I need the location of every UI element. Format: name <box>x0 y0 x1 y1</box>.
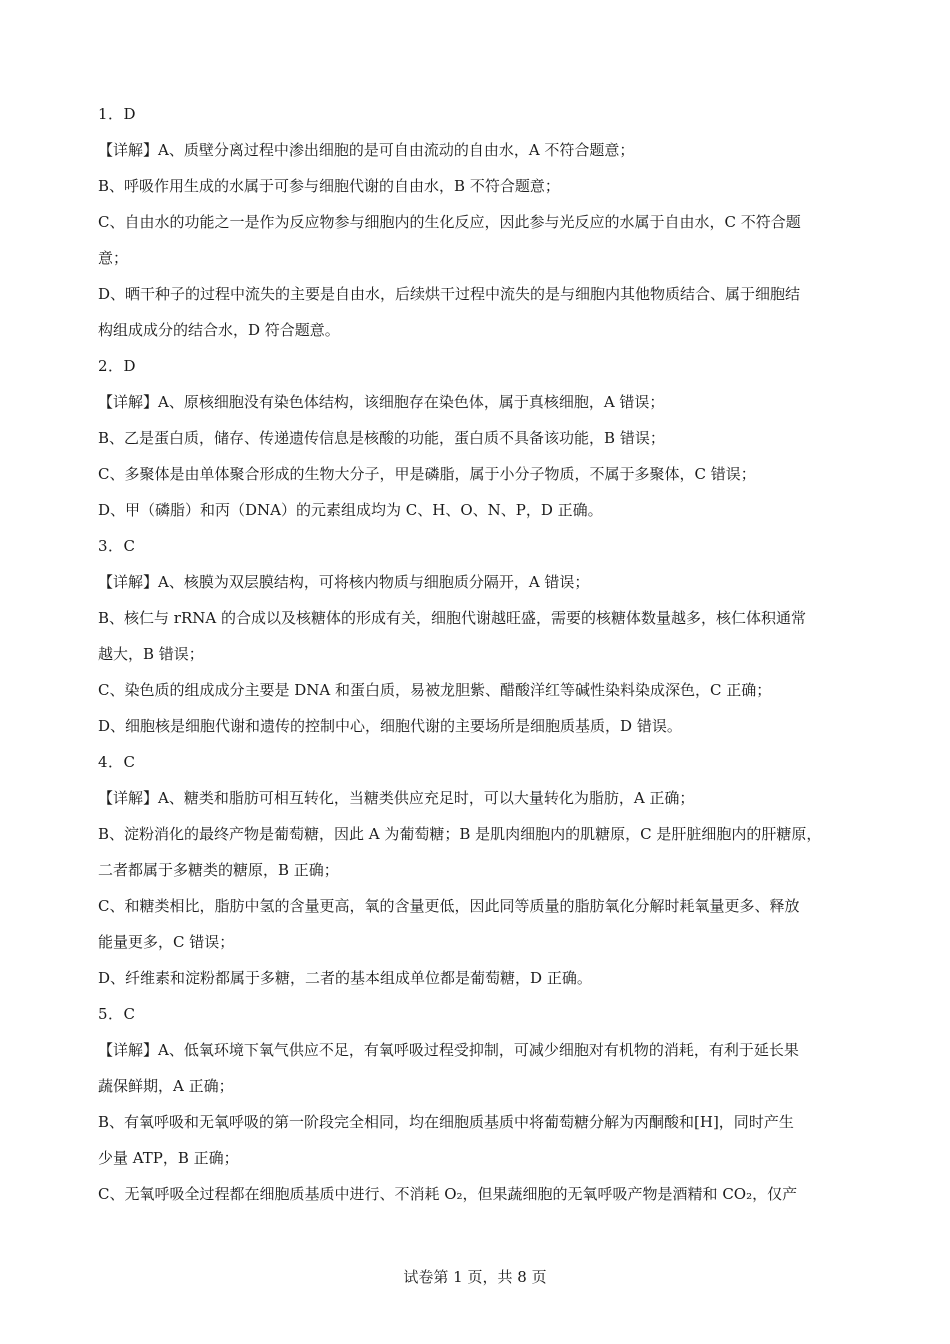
explanation-line: 【详解】A、质壁分离过程中渗出细胞的是可自由流动的自由水，A 不符合题意； <box>98 141 635 159</box>
question-number: 4．C <box>98 753 136 771</box>
explanation-line: 意； <box>98 249 129 267</box>
explanation-line: 【详解】A、糖类和脂肪可相互转化，当糖类供应充足时，可以大量转化为脂肪，A 正确； <box>98 789 695 807</box>
explanation-line: B、核仁与 rRNA 的合成以及核糖体的形成有关，细胞代谢越旺盛，需要的核糖体数量越多，核仁体积通常 <box>98 609 806 627</box>
explanation-line: 【详解】A、低氧环境下氧气供应不足，有氧呼吸过程受抑制，可减少细胞对有机物的消耗，有利于延长果 <box>98 1041 799 1059</box>
explanation-line: D、晒干种子的过程中流失的主要是自由水，后续烘干过程中流失的是与细胞内其他物质结合、属于细胞结 <box>98 285 801 303</box>
explanation-line: D、细胞核是细胞代谢和遗传的控制中心，细胞代谢的主要场所是细胞质基质，D 错误。 <box>98 717 682 735</box>
explanation-line: D、甲（磷脂）和丙（DNA）的元素组成均为 C、H、O、N、P，D 正确。 <box>98 501 603 519</box>
explanation-line: D、纤维素和淀粉都属于多糖，二者的基本组成单位都是葡萄糖，D 正确。 <box>98 969 592 987</box>
explanation-line: B、呼吸作用生成的水属于可参与细胞代谢的自由水，B 不符合题意； <box>98 177 560 195</box>
question-number: 5．C <box>98 1005 136 1023</box>
explanation-line: C、和糖类相比，脂肪中氢的含量更高，氧的含量更低，因此同等质量的脂肪氧化分解时耗氧量更多、释放 <box>98 897 800 915</box>
explanation-line: 越大，B 错误； <box>98 645 204 663</box>
explanation-line: 能量更多，C 错误； <box>98 933 235 951</box>
question-number: 2．D <box>98 357 137 375</box>
question-number: 1．D <box>98 105 137 123</box>
page-footer: 试卷第 1 页，共 8 页 <box>403 1268 547 1286</box>
explanation-line: 【详解】A、核膜为双层膜结构，可将核内物质与细胞质分隔开，A 错误； <box>98 573 590 591</box>
explanation-line: 少量 ATP，B 正确； <box>98 1149 239 1167</box>
explanation-line: B、有氧呼吸和无氧呼吸的第一阶段完全相同，均在细胞质基质中将葡萄糖分解为丙酮酸和[H]，同时产生 <box>98 1113 794 1131</box>
explanation-line: 蔬保鲜期，A 正确； <box>98 1077 234 1095</box>
question-number: 3．C <box>98 537 136 555</box>
explanation-line: C、无氧呼吸全过程都在细胞质基质中进行、不消耗 O₂，但果蔬细胞的无氧呼吸产物是酒精和 CO₂，仅产 <box>98 1185 798 1203</box>
explanation-line: B、乙是蛋白质，储存、传递遗传信息是核酸的功能，蛋白质不具备该功能，B 错误； <box>98 429 665 447</box>
answer-content <box>98 96 858 1212</box>
explanation-line: 【详解】A、原核细胞没有染色体结构，该细胞存在染色体，属于真核细胞，A 错误； <box>98 393 665 411</box>
explanation-line: C、染色质的组成成分主要是 DNA 和蛋白质，易被龙胆紫、醋酸洋红等碱性染料染成深色，C 正确； <box>98 681 772 699</box>
explanation-line: 构组成成分的结合水，D 符合题意。 <box>98 321 340 339</box>
explanation-line: C、自由水的功能之一是作为反应物参与细胞内的生化反应，因此参与光反应的水属于自由水，C 不符合题 <box>98 213 801 231</box>
explanation-line: C、多聚体是由单体聚合形成的生物大分子，甲是磷脂，属于小分子物质，不属于多聚体，C 错误； <box>98 465 756 483</box>
explanation-line: B、淀粉消化的最终产物是葡萄糖，因此 A 为葡萄糖；B 是肌肉细胞内的肌糖原，C 是肝脏细胞内的肝糖原， <box>98 825 822 843</box>
explanation-line: 二者都属于多糖类的糖原，B 正确； <box>98 861 339 879</box>
